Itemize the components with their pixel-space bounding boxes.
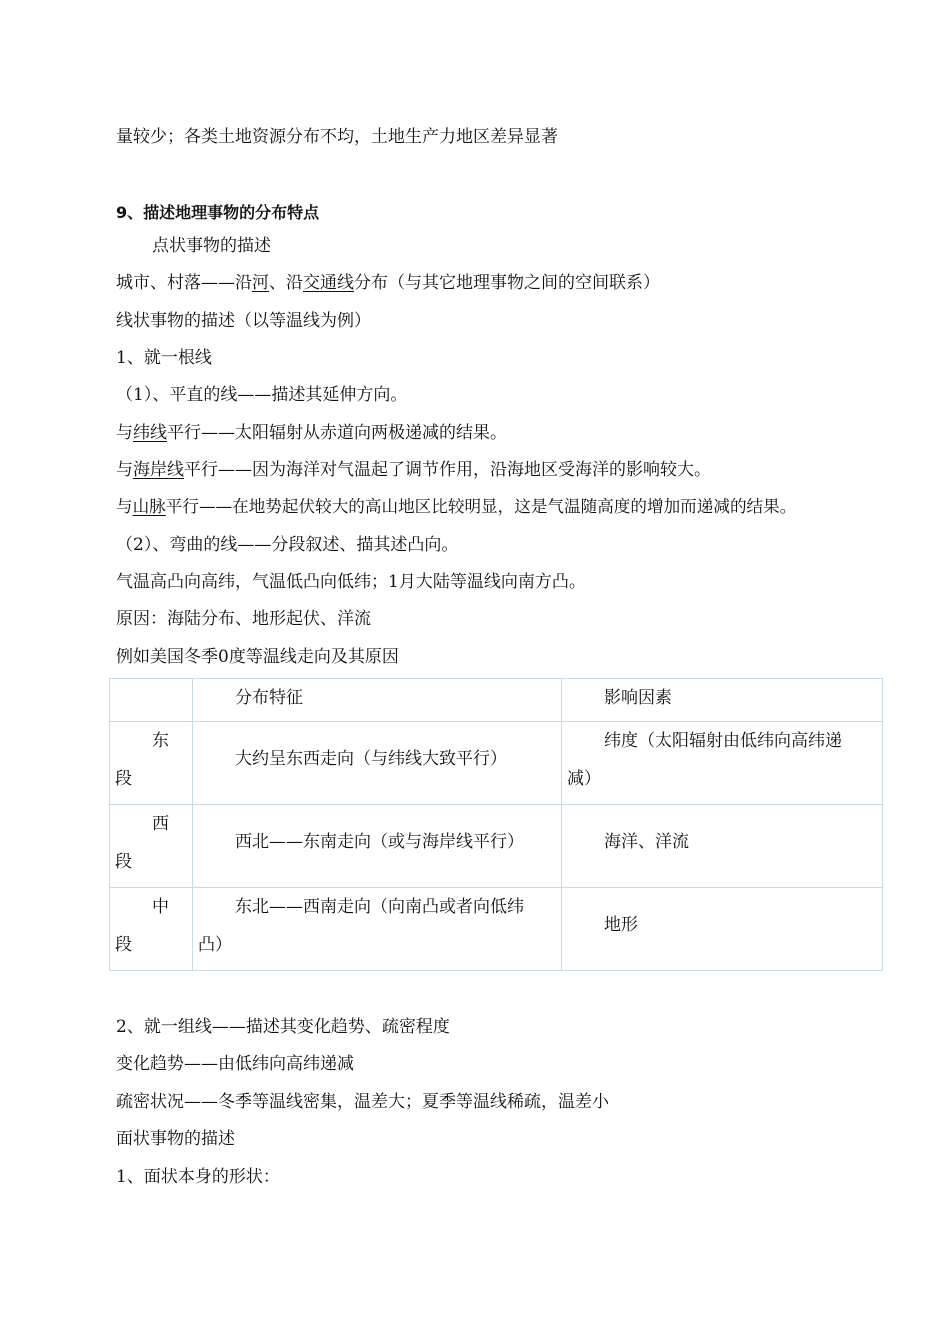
latitude-underlined: 纬线	[133, 423, 167, 443]
section-heading-9: 9、描述地理事物的分布特点	[116, 203, 320, 222]
coast-post: 平行——因为海洋对气温起了调节作用，沿海地区受海洋的影响较大。	[184, 460, 711, 480]
city-text-post: 分布（与其它地理事物之间的空间联系）	[354, 273, 660, 293]
latitude-parallel-line	[116, 422, 507, 444]
example-text: 例如美国冬季0度等温线走向及其原因	[116, 647, 399, 667]
city-text-pre: 城市、村落——沿	[116, 273, 252, 293]
mountain-pre: 与	[116, 497, 133, 516]
mountain-underlined: 山脉	[132, 497, 166, 516]
curved-line-text: （2）、弯曲的线——分段叙述、描其述凸向。	[116, 535, 459, 555]
convex-rule-text: 气温高凸向高纬，气温低凸向低纬；1月大陆等温线向南方凸。	[116, 572, 586, 592]
city-text-mid: 、沿	[269, 273, 303, 293]
table-row	[110, 722, 883, 805]
coastline-underlined: 海岸线	[133, 460, 184, 480]
segment-cell: 西 段	[110, 805, 193, 888]
coast-pre: 与	[116, 460, 133, 480]
feature-cell: 大约呈东西走向（与纬线大致平行）	[193, 722, 562, 805]
feature-cell: 东北——西南走向（向南凸或者向低纬 凸）	[193, 888, 562, 971]
feature-cell: 西北——东南走向（或与海岸线平行）	[193, 805, 562, 888]
density-text: 疏密状况——冬季等温线密集，温差大；夏季等温线稀疏，温差小	[116, 1092, 609, 1112]
single-line-heading: 1、就一根线	[116, 348, 212, 368]
segment-cell: 东 段	[110, 722, 193, 805]
table-row	[110, 888, 883, 971]
table-header-feature: 分布特征	[193, 679, 562, 722]
table-header-factor: 影响因素	[562, 679, 883, 722]
table-header-row	[110, 679, 883, 722]
linear-features-title: 线状事物的描述（以等温线为例）	[116, 311, 371, 331]
latitude-pre: 与	[116, 423, 133, 443]
factor-cell: 地形	[562, 888, 883, 971]
mountain-parallel-line	[116, 496, 796, 518]
point-features-title: 点状事物的描述	[152, 236, 271, 256]
transport-line-underlined: 交通线	[303, 273, 354, 293]
group-lines-heading: 2、就一组线——描述其变化趋势、疏密程度	[116, 1017, 450, 1037]
table-header-empty	[110, 679, 193, 722]
segment-cell: 中 段	[110, 888, 193, 971]
coastline-parallel-line	[116, 459, 711, 481]
straight-line-text: （1）、平直的线——描述其延伸方向。	[116, 385, 408, 405]
factor-cell: 海洋、洋流	[562, 805, 883, 888]
area-features-title: 面状事物的描述	[116, 1129, 235, 1149]
mountain-post: 平行——在地势起伏较大的高山地区比较明显，这是气温随高度的增加而递减的结果。	[165, 497, 797, 516]
shape-heading: 1、面状本身的形状：	[116, 1167, 280, 1187]
trend-text: 变化趋势——由低纬向高纬递减	[116, 1054, 354, 1074]
table-row	[110, 805, 883, 888]
city-village-line	[116, 272, 660, 294]
latitude-post: 平行——太阳辐射从赤道向两极递减的结果。	[167, 423, 507, 443]
reason-text: 原因：海陆分布、地形起伏、洋流	[116, 609, 371, 629]
factor-cell: 纬度（太阳辐射由低纬向高纬递 减）	[562, 722, 883, 805]
isotherm-table	[109, 678, 883, 971]
text-land-resources: 量较少；各类土地资源分布不均，土地生产力地区差异显著	[116, 127, 558, 147]
river-underlined: 河	[252, 273, 269, 293]
